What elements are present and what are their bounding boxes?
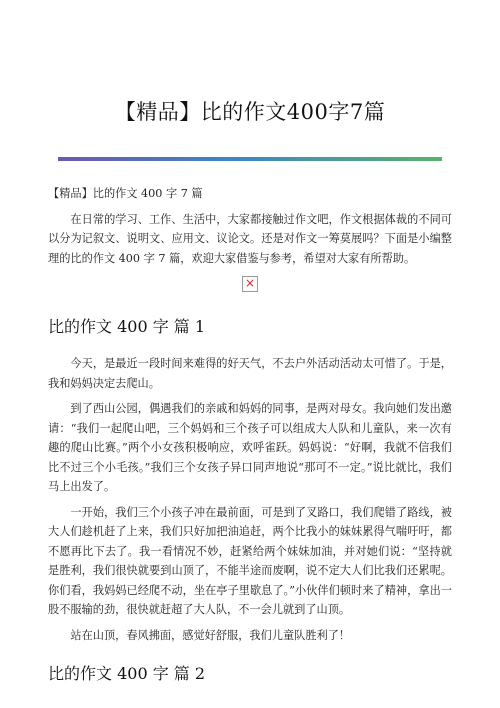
intro-paragraph: 在日常的学习、工作、生活中，大家都接触过作文吧，作文根据体裁的不同可以分为记叙文、说明文、应用文、议论文。还是对作文一筹莫展吗？下面是小编整理的比的作文 400 字 7 篇，欢迎大家借鉴与参考，希望对大家有所帮助。	[48, 212, 452, 265]
intro-heading: 【精品】比的作文 400 字 7 篇	[48, 187, 203, 200]
image-placeholder	[48, 274, 452, 298]
section-1-paragraph: 站在山顶，春风拂面，感觉好舒服，我们儿童队胜利了！	[70, 628, 351, 642]
section-1-paragraph: 今天，是最近一段时间来难得的好天气，不去户外活动活动太可惜了。于是，我和妈妈决定去爬山。	[48, 357, 452, 390]
section-1-paragraph: 到了西山公园，偶遇我们的亲戚和妈妈的同事，是两对母女。我向她们发出邀请：“我们一起爬山吧，三个妈妈和三个孩子可以组成大人队和儿童队，来一次有趣的爬山比赛。”两个小女孩积极响应，欢呼雀跃。妈妈说：“好啊，我就不信我们比不过三个小毛孩。”我们三个女孩子异口同声地说“那可不一定。”说比就比，我们马上出发了。	[48, 402, 452, 493]
broken-image-icon	[242, 276, 258, 292]
section-1-paragraph: 一开始，我们三个小孩子冲在最前面，可是到了叉路口，我们爬错了路线，被大人们趁机赶了上来，我们只好加把油追赶，两个比我小的妹妹累得气喘吁吁，都不愿再比下去了。我一看情况不妙，赶紧给两个妹妹加油，并对她们说：“坚持就是胜利，我们很快就要到山顶了，不能半途而废啊，说不定大人们比我们还累呢。你们看，我妈妈已经爬不动，坐在亭子里歇息了。”小伙伴们顿时来了精神，拿出一股不服输的劲，很快就赶超了大人队，不一会儿就到了山顶。	[48, 505, 452, 616]
document-title: 【精品】比的作文400字7篇	[114, 100, 386, 124]
title-divider	[58, 157, 442, 161]
section-heading-1: 比的作文 400 字 篇 1	[48, 317, 206, 336]
section-heading-2: 比的作文 400 字 篇 2	[48, 664, 206, 683]
document-content	[48, 184, 452, 701]
